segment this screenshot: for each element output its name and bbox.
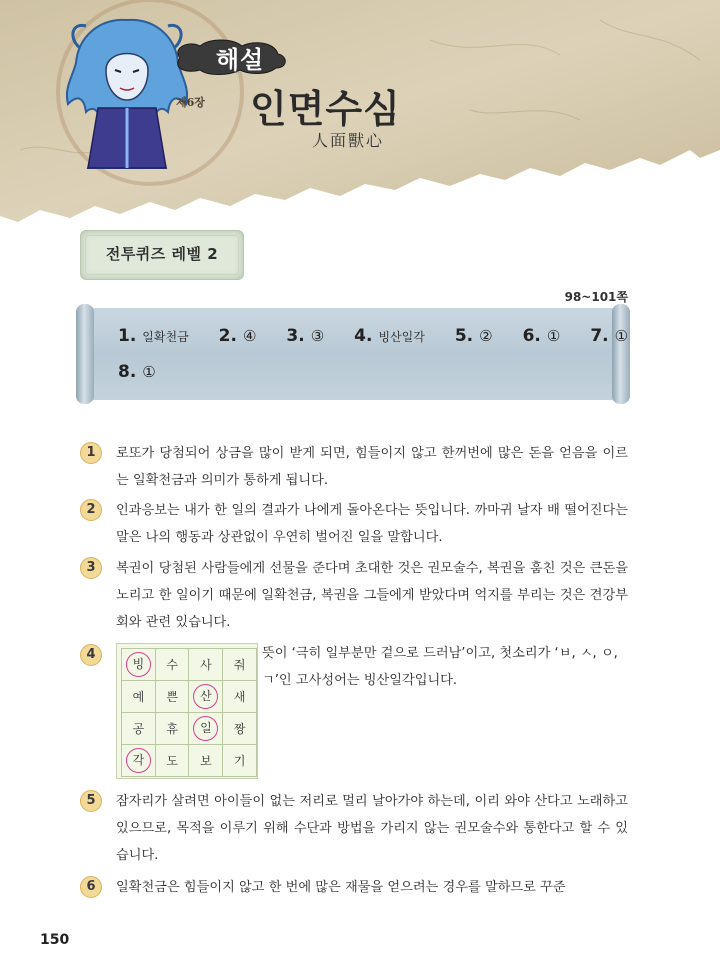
grid-row (122, 681, 257, 713)
grid-cell (189, 745, 223, 777)
grid-cell-char: 수 (166, 658, 178, 672)
answer-value: ③ (310, 327, 325, 345)
answer-number: 3. (286, 326, 305, 346)
page-number: 150 (40, 932, 70, 948)
grid-cell-char: 새 (233, 690, 246, 704)
grid-cell-highlighted (189, 713, 223, 745)
answer-number: 8. (118, 362, 137, 382)
explanation-badge: 해설 (215, 46, 265, 74)
number-badge: 3 (80, 557, 102, 579)
number-badge: 6 (80, 876, 102, 898)
explanation-1 (80, 440, 628, 494)
grid-cell-highlighted (122, 649, 156, 681)
explanation-text: 잠자리가 살려면 아이들이 없는 저리로 멀리 날아가야 하는데, 이리 와야 산다고 노래하고 있으므로, 목적을 이루기 위해 수단과 방법을 가리지 않는 권모술수와 통한다고 할 수 있습니다. (116, 794, 628, 863)
word-grid-table (121, 648, 257, 777)
explanation-4 (80, 642, 110, 672)
chapter-label: 제6장 (176, 96, 205, 109)
grid-cell-char: 휴 (166, 722, 178, 736)
explanation-text: 인과응보는 내가 한 일의 결과가 나에게 돌아온다는 뜻입니다. 까마귀 날자 배 떨어진다는 말은 나의 행동과 상관없이 우연히 벌어진 일을 말합니다. (116, 503, 628, 545)
answer-value: 일확천금 (142, 330, 189, 344)
explanation-text: 뜻이 ‘극히 일부분만 겉으로 드러남’이고, 첫소리가 ‘ㅂ, ㅅ, ㅇ, ㄱ’인 고사성어는 빙산일각입니다. (262, 646, 618, 688)
answer-value: 빙산일각 (378, 330, 425, 344)
grid-cell-char: 도 (166, 754, 178, 768)
grid-cell (122, 681, 156, 713)
chapter-title: 인면수심 (250, 87, 401, 131)
grid-cell-highlighted (189, 681, 223, 713)
answer-item (286, 326, 324, 346)
number-badge: 4 (80, 644, 102, 666)
grid-cell (155, 681, 189, 713)
answer-scroll (74, 304, 630, 404)
answer-value: ① (614, 327, 629, 345)
grid-cell-char: 공 (132, 722, 145, 736)
number-badge: 2 (80, 499, 102, 521)
answer-number: 4. (354, 326, 373, 346)
answer-item (219, 326, 257, 346)
scroll-roll-left (76, 304, 94, 404)
answer-item (354, 326, 425, 346)
grid-cell-char: 기 (233, 754, 246, 768)
grid-row (122, 713, 257, 745)
grid-cell (223, 713, 257, 745)
answer-number: 5. (454, 326, 474, 346)
explanation-text: 일확천금은 힘들이지 않고 한 번에 많은 재물을 얻으려는 경우를 말하므로 꾸준 (116, 880, 566, 895)
grid-cell-char: 일 (193, 716, 218, 741)
answer-item (455, 326, 493, 346)
answer-item (118, 326, 189, 346)
answer-value: ④ (242, 327, 257, 345)
explanation-6 (80, 874, 628, 902)
scroll-body (88, 308, 614, 400)
answer-row-1 (118, 326, 628, 346)
grid-row (122, 649, 257, 681)
grid-cell-char: 빙 (126, 652, 151, 677)
answer-value: ② (479, 327, 493, 345)
grid-row (122, 745, 257, 777)
grid-cell (155, 713, 189, 745)
grid-cell (189, 649, 223, 681)
explanation-3 (80, 555, 628, 636)
level-banner (80, 230, 244, 280)
grid-cell-char: 각 (126, 748, 151, 773)
level-label: 전투퀴즈 레벨 2 (105, 245, 219, 263)
grid-cell (223, 745, 257, 777)
number-badge: 5 (80, 790, 102, 812)
grid-cell (155, 745, 189, 777)
scroll-roll-right (612, 304, 630, 404)
grid-cell-highlighted (122, 745, 156, 777)
answer-item (118, 362, 156, 382)
answer-number: 7. (590, 326, 609, 346)
grid-cell (223, 681, 257, 713)
grid-cell-char: 예 (132, 690, 145, 704)
answer-number: 6. (522, 326, 541, 346)
grid-cell (155, 649, 189, 681)
grid-cell-char: 짱 (233, 722, 246, 736)
grid-cell-char: 사 (200, 658, 212, 672)
word-search-grid (116, 643, 258, 779)
grid-cell-char: 줘 (233, 658, 246, 672)
chapter-hanja: 人面獸心 (312, 131, 385, 150)
grid-cell (223, 649, 257, 681)
explanation-2 (80, 497, 628, 551)
grid-cell-char: 쁜 (166, 690, 178, 704)
answer-value: ① (142, 363, 156, 381)
explanation-text: 복권이 당첨된 사람들에게 선물을 준다며 초대한 것은 권모술수, 복권을 훔친 것은 큰돈을 노리고 한 일이기 때문에 일확천금, 복권을 그들에게 받았다며 억지를 부리는 것은 견강부회와 관련 있습니다. (116, 561, 628, 630)
explanation-5 (80, 788, 628, 869)
answer-number: 1. (118, 326, 137, 346)
grid-cell (122, 713, 156, 745)
mascot-illustration (58, 8, 196, 176)
answer-item (523, 326, 561, 346)
grid-cell-char: 산 (193, 684, 218, 709)
explanation-text: 로또가 당첨되어 상금을 많이 받게 되면, 힘들이지 않고 한꺼번에 많은 돈을 얻음을 이르는 일확천금과 의미가 통하게 됩니다. (116, 446, 628, 488)
page-reference: 98~101쪽 (564, 290, 628, 304)
number-badge: 1 (80, 442, 102, 464)
answer-row-2 (118, 362, 186, 382)
answer-number: 2. (218, 326, 237, 346)
answer-item (590, 326, 628, 346)
grid-cell-char: 보 (200, 754, 212, 768)
answer-value: ① (546, 327, 561, 345)
